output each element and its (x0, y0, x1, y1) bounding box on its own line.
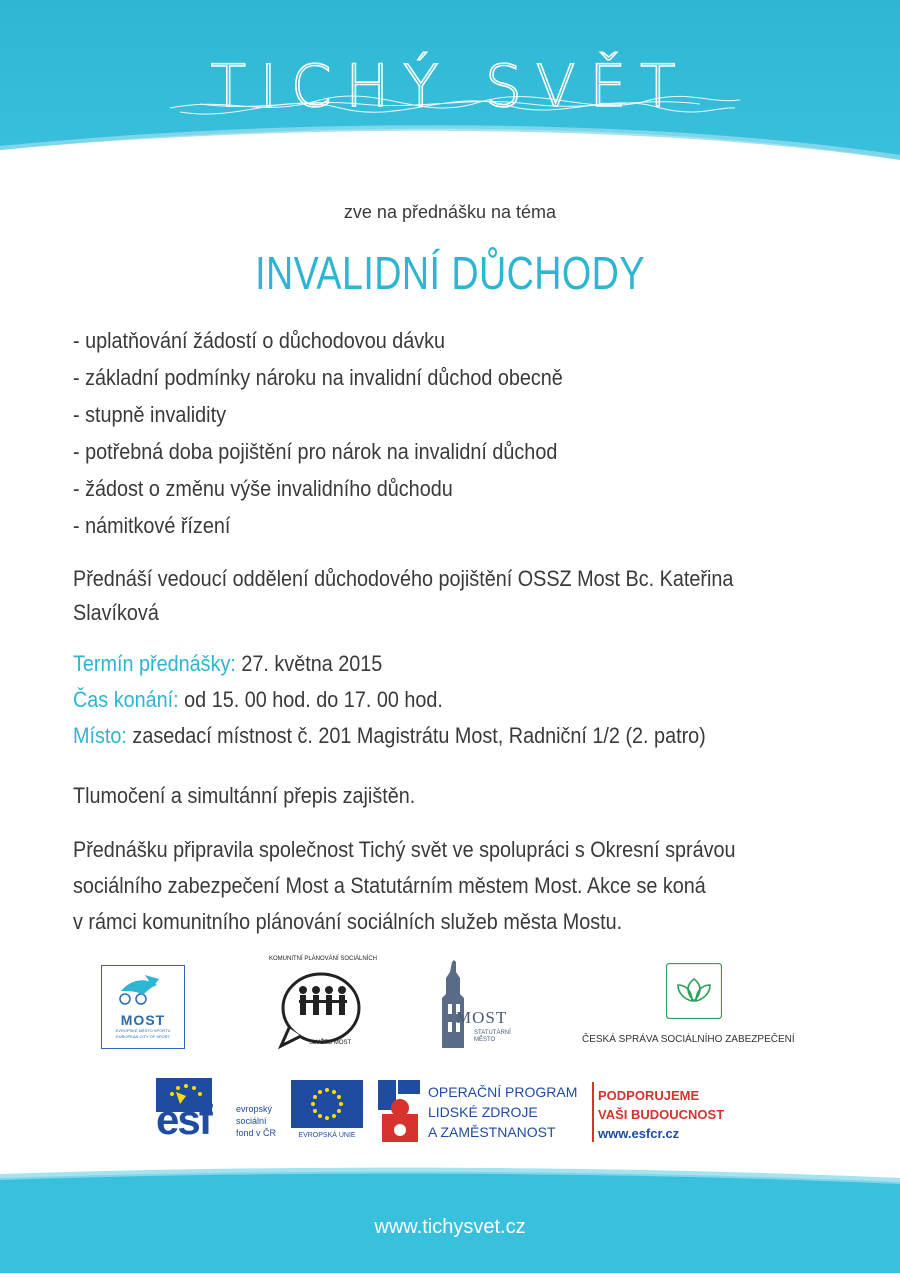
time-label: Čas konání: (73, 687, 179, 712)
organizer-line-2: sociálního zabezpečení Most a Statutárním městem Most. Akce se koná (73, 873, 706, 898)
place-label: Místo: (73, 723, 127, 748)
topics-section (73, 322, 843, 544)
list-item: - potřebná doba pojištění pro nárok na invalidní důchod (73, 439, 558, 464)
op-line3: A ZAMĚSTNANOST (428, 1124, 556, 1140)
lecturer-line-1: Přednáší vedoucí oddělení důchodového pojištění OSSZ Most Bc. Kateřina (73, 566, 734, 591)
most-city-tower-icon (436, 960, 472, 1048)
list-item: - základní podmínky nároku na invalidní důchod obecně (73, 365, 563, 390)
place-value: zasedací místnost č. 201 Magistrátu Most, Radniční 1/2 (2. patro) (126, 723, 706, 748)
partner-logos-row (0, 956, 900, 1060)
most-city-line2: MĚSTO (474, 1037, 496, 1043)
esf-line1: evropský (236, 1104, 273, 1114)
cssz-name: ČESKÁ SPRÁVA SOCIÁLNÍHO ZABEZPEČENÍ (582, 1034, 795, 1045)
list-item: - stupně invalidity (73, 402, 226, 427)
intro-text: zve na přednášku na téma (343, 202, 557, 222)
most-sport-name: MOST (120, 1012, 166, 1028)
lecturer-line-2: Slavíková (73, 600, 159, 625)
organizer-line-1: Přednášku připravila společnost Tichý svět ve spolupráci s Okresní správou (73, 837, 736, 862)
list-item: - žádost o změnu výše invalidního důchodu (73, 476, 453, 501)
op-puzzle-icon (378, 1080, 422, 1142)
eu-logos-row (0, 1078, 900, 1148)
kps-arc-bottom: SLUŽEB MOST (308, 1040, 352, 1046)
eu-label: EVROPSKÁ UNIE (298, 1132, 356, 1139)
support-divider (592, 1082, 594, 1142)
cssz-leaf-logo (666, 963, 722, 1019)
header-banner (0, 0, 900, 175)
esf-line2: sociální (236, 1116, 267, 1126)
eu-flag-icon (291, 1080, 363, 1128)
date-row (73, 648, 382, 680)
time-row (73, 684, 443, 716)
support-line1: PODPORUJEME (598, 1088, 700, 1103)
op-line2: LIDSKÉ ZDROJE (428, 1104, 538, 1120)
kps-arc-top: KOMUNITNÍ PLÁNOVÁNÍ SOCIÁLNÍCH (268, 956, 378, 962)
support-url: www.esfcr.cz (598, 1126, 680, 1141)
footer-website-link[interactable]: www.tichysvet.cz (374, 1216, 526, 1238)
date-label: Termín přednášky: (73, 651, 236, 676)
esf-mark: esf (156, 1096, 211, 1143)
support-line2: VAŠI BUDOUCNOST (598, 1107, 725, 1122)
topics-list (73, 322, 843, 544)
most-city-line1: STATUTÁRNÍ (474, 1030, 511, 1036)
most-sport-line1: EVROPSKÉ MĚSTO SPORTU (115, 1028, 171, 1033)
most-city-name: MOST (456, 1008, 508, 1027)
op-line1: OPERAČNÍ PROGRAM (428, 1084, 578, 1100)
tichy-svet-logo: TICHÝ SVĚT (210, 52, 690, 120)
place-row (73, 720, 706, 752)
list-item: - uplatňování žádostí o důchodovou dávku (73, 328, 446, 353)
date-value: 27. května 2015 (235, 651, 383, 676)
organizer-line-3: v rámci komunitního plánování sociálních služeb města Mostu. (73, 909, 623, 934)
list-item: - námitkové řízení (73, 513, 231, 538)
interpreting-note: Tlumočení a simultánní přepis zajištěn. (73, 783, 416, 808)
page-title: INVALIDNÍ DŮCHODY (255, 247, 645, 299)
most-sport-line2: EUROPEAN CITY OF SPORT (115, 1034, 171, 1039)
esf-line3: fond v ČR (236, 1128, 277, 1138)
time-value: od 15. 00 hod. do 17. 00 hod. (178, 687, 443, 712)
